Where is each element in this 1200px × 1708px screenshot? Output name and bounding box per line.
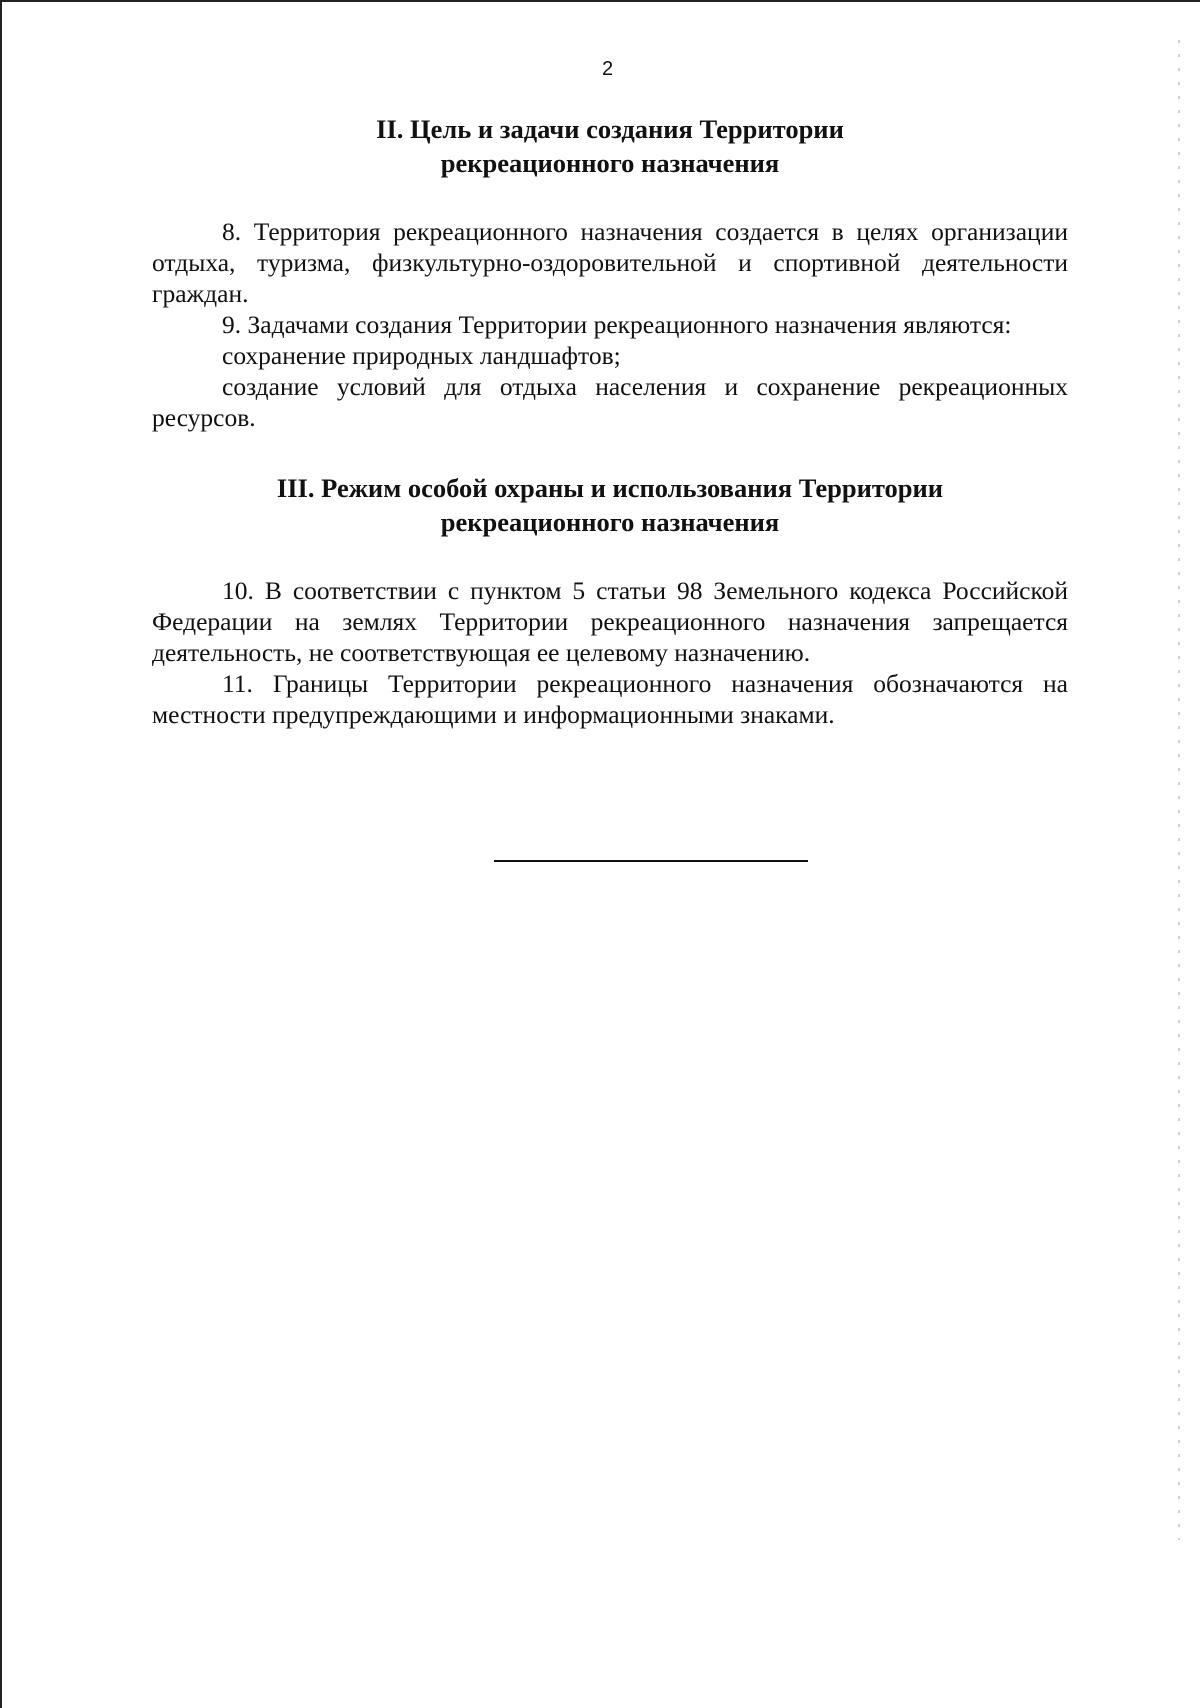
document-body	[152, 112, 1068, 730]
paragraph-9-item-1: сохранение природных ландшафтов;	[222, 341, 621, 370]
scan-border-top	[0, 0, 1200, 2]
scan-edge-marks	[1178, 40, 1180, 1540]
paragraph-11: 11. Границы Территории рекреационного назначения обозначаются на местности предупреждающими и информационными знаками.	[152, 669, 1068, 729]
section-2-heading-line2: рекреационного назначения	[440, 148, 780, 178]
section-3-heading	[152, 471, 1068, 539]
section-3-heading-line2: рекреационного назначения	[440, 507, 780, 537]
end-separator-line	[494, 860, 808, 862]
section-2-heading	[152, 112, 1068, 180]
paragraph-9-item-2: создание условий для отдыха населения и сохранение рекреационных ресурсов.	[152, 372, 1068, 432]
paragraph-10: 10. В соответствии с пунктом 5 статьи 98 Земельного кодекса Российской Федерации на землях Территории рекреационного назначения запрещается деятельность, не соответствующая ее целевому назначению.	[152, 576, 1068, 667]
scan-border-left	[0, 0, 2, 1708]
page-number: 2	[601, 58, 614, 80]
section-3-heading-line1: III. Режим особой охраны и использования Территории	[276, 473, 944, 503]
section-2-heading-line1: II. Цель и задачи создания Территории	[376, 114, 844, 144]
paragraph-8: 8. Территория рекреационного назначения создается в целях организации отдыха, туризма, физкультурно-оздоровительной и спортивной деятельности граждан.	[152, 217, 1068, 308]
section-2-body	[152, 216, 1068, 433]
paragraph-9: 9. Задачами создания Территории рекреационного назначения являются:	[222, 310, 1012, 339]
section-3-body	[152, 575, 1068, 730]
